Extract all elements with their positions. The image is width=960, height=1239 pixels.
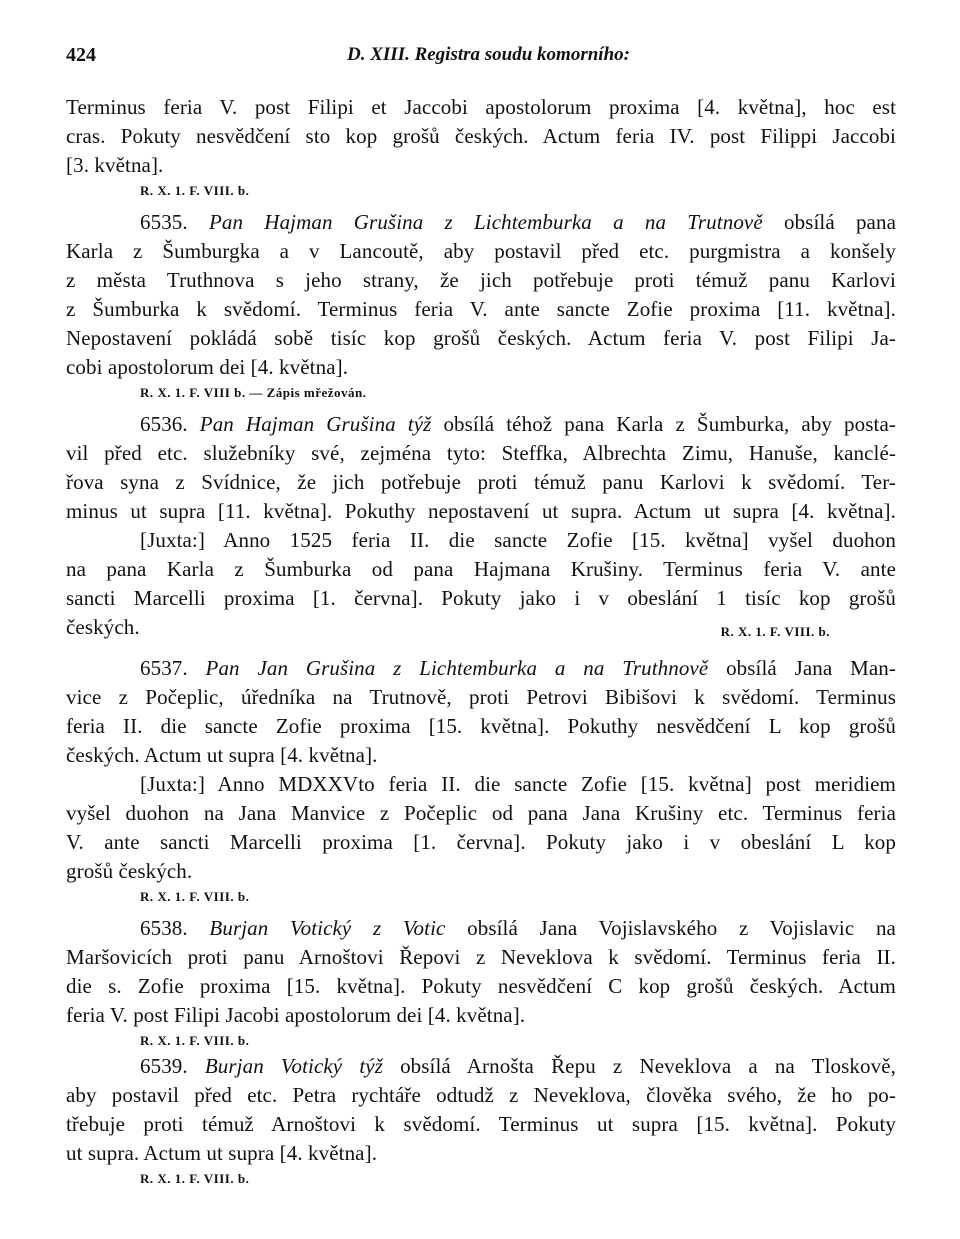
- entry-parties: Pan Hajman Grušina z Lichtemburka a na Trutnově: [208, 210, 763, 234]
- text-line: cobi apostolorum dei [4. května].: [66, 355, 349, 379]
- text-line: českých. Actum ut supra [4. května].: [66, 743, 378, 767]
- text-line: die s. Zofie proxima [15. května]. Pokuty nesvědčení C kop grošů českých. Actum: [66, 974, 896, 998]
- juxta-line: grošů českých.: [66, 859, 193, 883]
- text-line: cras. Pokuty nesvědčení sto kop grošů českých. Actum feria IV. post Filippi Jaccobi: [66, 124, 896, 148]
- text-line: třebuje proti témuž Arnoštovi k svědomí. Terminus ut supra [15. května]. Pokuty: [66, 1112, 896, 1136]
- entry-parties: Pan Hajman Grušina týž: [199, 412, 432, 436]
- text-line: Karla z Šumburgka a v Lancoutě, aby postavil před etc. purgmistra a konšely: [66, 239, 896, 263]
- entry-parties: Pan Jan Grušina z Lichtemburka a na Truthnově: [205, 656, 709, 680]
- entry-parties: Burjan Votický z Votic: [209, 916, 446, 940]
- text-line: minus ut supra [11. května]. Pokuthy nepostavení ut supra. Actum ut supra [4. května].: [66, 499, 896, 523]
- text-line: z města Truthnova s jeho strany, že jich potřebuje proti témuž panu Karlovi: [66, 268, 896, 292]
- text-line: Nepostavení pokládá sobě tisíc kop grošů českých. Actum feria V. post Filipi Ja-: [66, 326, 896, 350]
- text-line: vil před etc. služebníky své, zejména tyto: Steffka, Albrechta Zimu, Hanuše, kanclé-: [66, 441, 896, 465]
- entry-number: 6539.: [140, 1054, 188, 1078]
- source-signature: R. X. 1. F. VIII. b.: [720, 624, 830, 639]
- entry-6536-first-line: [66, 410, 896, 439]
- text-line: feria II. die sancte Zofie proxima [15. května]. Pokuthy nesvědčení L kop grošů: [66, 714, 896, 738]
- page-body: [66, 93, 896, 1190]
- page-header: [0, 44, 960, 74]
- running-head: D. XIII. Registra soudu komorního:: [347, 44, 630, 65]
- entry-number: 6538.: [140, 916, 188, 940]
- text-line: aby postavil před etc. Petra rychtáře odtudž z Neveklova, člověka svého, že ho po-: [66, 1083, 896, 1107]
- entry-text: obsílá téhož pana Karla z Šumburka, aby posta-: [443, 412, 896, 436]
- juxta-line: sancti Marcelli proxima [1. června]. Pokuty jako i v obeslání 1 tisíc kop grošů: [66, 586, 896, 610]
- text-line: vice z Počeplic, úředníka na Trutnově, proti Petrovi Bibišovi k svědomí. Terminus: [66, 685, 896, 709]
- text-line: Terminus feria V. post Filipi et Jaccobi apostolorum proxima [4. května], hoc est: [66, 95, 896, 119]
- entry-text: obsílá Jana Man-: [726, 656, 896, 680]
- entry-text: obsílá Arnošta Řepu z Neveklova a na Tloskově,: [400, 1054, 896, 1078]
- juxta-line: [Juxta:] Anno 1525 feria II. die sancte Zofie [15. května] vyšel duohon: [140, 528, 896, 552]
- text-line: feria V. post Filipi Jacobi apostolorum dei [4. května].: [66, 1003, 526, 1027]
- entry-6535-first-line: [66, 208, 896, 237]
- juxta-text: českých.: [66, 615, 140, 639]
- entry-number: 6536.: [140, 412, 188, 436]
- text-line: z Šumburka k svědomí. Terminus feria V. ante sancte Zofie proxima [11. května].: [66, 297, 896, 321]
- text-line: Maršovicích proti panu Arnoštovi Řepovi z Neveklova k svědomí. Terminus feria II.: [66, 945, 896, 969]
- entry-text: obsílá pana: [783, 210, 896, 234]
- juxta-line: na pana Karla z Šumburka od pana Hajmana Krušiny. Terminus feria V. ante: [66, 557, 896, 581]
- entry-6538-first-line: [66, 914, 896, 943]
- text-line: ut supra. Actum ut supra [4. května].: [66, 1141, 378, 1165]
- source-signature: R. X. 1. F. VIII. b.: [140, 183, 250, 198]
- entry-parties: Burjan Votický týž: [204, 1054, 383, 1078]
- text-line: řova syna z Svídnice, že jich potřebuje proti témuž panu Karlovi k svědomí. Ter-: [66, 470, 896, 494]
- source-signature: R. X. 1. F. VIII b. — Zápis mřežován.: [140, 385, 367, 400]
- text-line: [3. května].: [66, 153, 164, 177]
- page-number: 424: [66, 44, 96, 66]
- entry-text: obsílá Jana Vojislavského z Vojislavic na: [467, 916, 896, 940]
- entry-6537-first-line: [66, 654, 896, 683]
- entry-6539-first-line: [66, 1052, 896, 1081]
- entry-number: 6535.: [140, 210, 188, 234]
- juxta-line: vyšel duohon na Jana Manvice z Počeplic od pana Jana Krušiny etc. Terminus feria: [66, 801, 896, 825]
- entry-number: 6537.: [140, 656, 188, 680]
- source-signature: R. X. 1. F. VIII. b.: [140, 1171, 250, 1186]
- juxta-line: V. ante sancti Marcelli proxima [1. června]. Pokuty jako i v obeslání L kop: [66, 830, 896, 854]
- source-signature: R. X. 1. F. VIII. b.: [140, 1033, 250, 1048]
- juxta-line: [Juxta:] Anno MDXXVto feria II. die sancte Zofie [15. května] post meridiem: [140, 772, 896, 796]
- source-signature: R. X. 1. F. VIII. b.: [140, 889, 250, 904]
- juxta-line-last: [66, 613, 896, 642]
